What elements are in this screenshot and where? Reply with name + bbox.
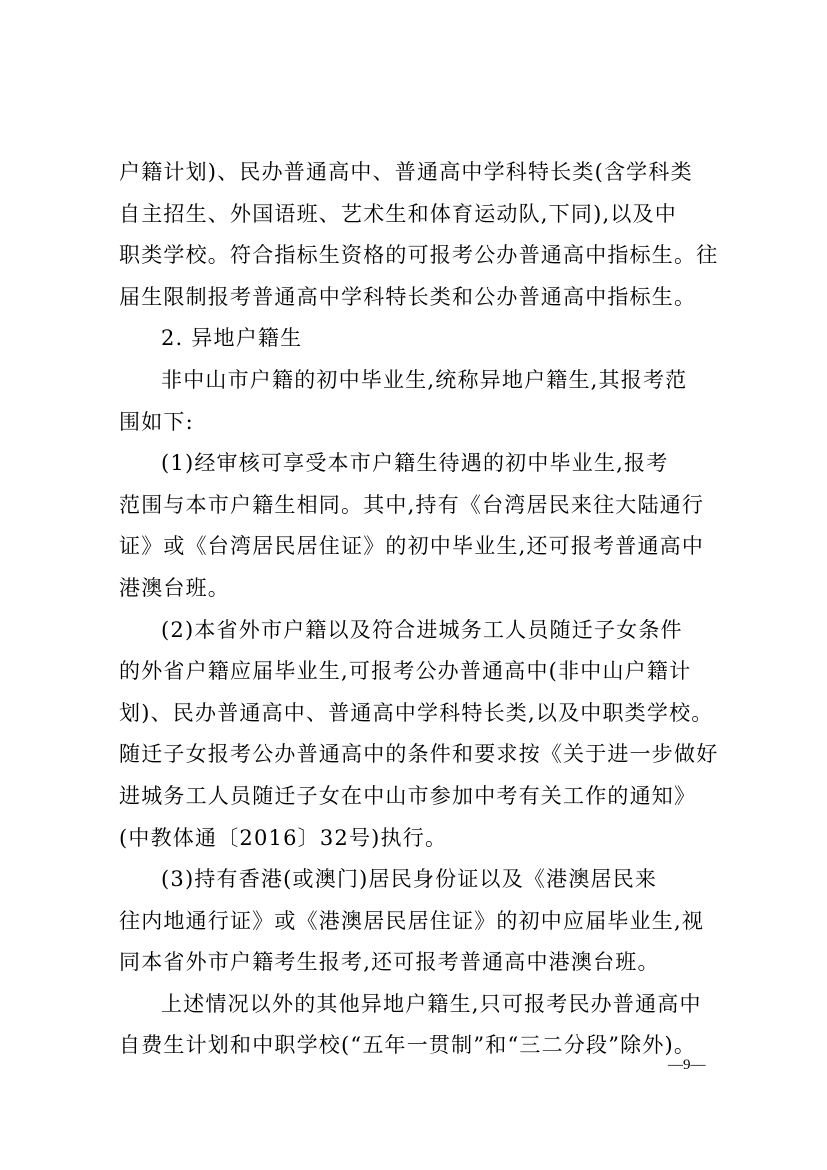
text-line: 自费生计划和中职学校(“五年一贯制”和“三二分段”除外)。 — [119, 1033, 697, 1058]
text-line: (3)持有香港(或澳门)居民身份证以及《港澳居民来 — [161, 867, 658, 892]
text-line: 自主招生、外国语班、艺术生和体育运动队,下同),以及中 — [119, 201, 677, 226]
text-line: (1)经审核可享受本市户籍生待遇的初中毕业生,报考 — [161, 451, 669, 476]
text-line: 的外省户籍应届毕业生,可报考公办普通高中(非中山户籍计 — [119, 659, 692, 684]
text-line: 范围与本市户籍生相同。其中,持有《台湾居民来往大陆通行 — [119, 492, 705, 517]
text-line: 职类学校。符合指标生资格的可报考公办普通高中指标生。往 — [119, 243, 719, 268]
text-line: (2)本省外市户籍以及符合进城务工人员随迁子女条件 — [161, 617, 683, 642]
text-line: 进城务工人员随迁子女在中山市参加中考有关工作的通知》 — [119, 783, 697, 808]
text-line: 港澳台班。 — [119, 575, 230, 600]
text-line: (中教体通〔2016〕32号)执行。 — [119, 825, 448, 850]
text-line: 证》或《台湾居民居住证》的初中毕业生,还可报考普通高中 — [119, 534, 705, 559]
text-line: 上述情况以外的其他异地户籍生,只可报考民办普通高中 — [161, 991, 702, 1016]
text-line: 划)、民办普通高中、普通高中学科特长类,以及中职类学校。 — [119, 700, 714, 725]
text-line: 围如下: — [119, 409, 194, 434]
text-line: 户籍计划)、民办普通高中、普通高中学科特长类(含学科类 — [119, 160, 693, 184]
text-line: 往内地通行证》或《港澳居民居住证》的初中应届毕业生,视 — [119, 908, 705, 933]
text-line: 随迁子女报考公办普通高中的条件和要求按《关于进一步做好 — [119, 742, 719, 767]
text-line: 同本省外市户籍考生报考,还可报考普通高中港澳台班。 — [119, 950, 660, 975]
page-number: —9— — [668, 1057, 706, 1073]
text-line: 非中山市户籍的初中毕业生,统称异地户籍生,其报考范 — [161, 367, 688, 392]
text-line: 届生限制报考普通高中学科特长类和公办普通高中指标生。 — [119, 284, 697, 309]
body-text — [119, 152, 731, 1067]
section-heading: 2. 异地户籍生 — [161, 326, 303, 351]
